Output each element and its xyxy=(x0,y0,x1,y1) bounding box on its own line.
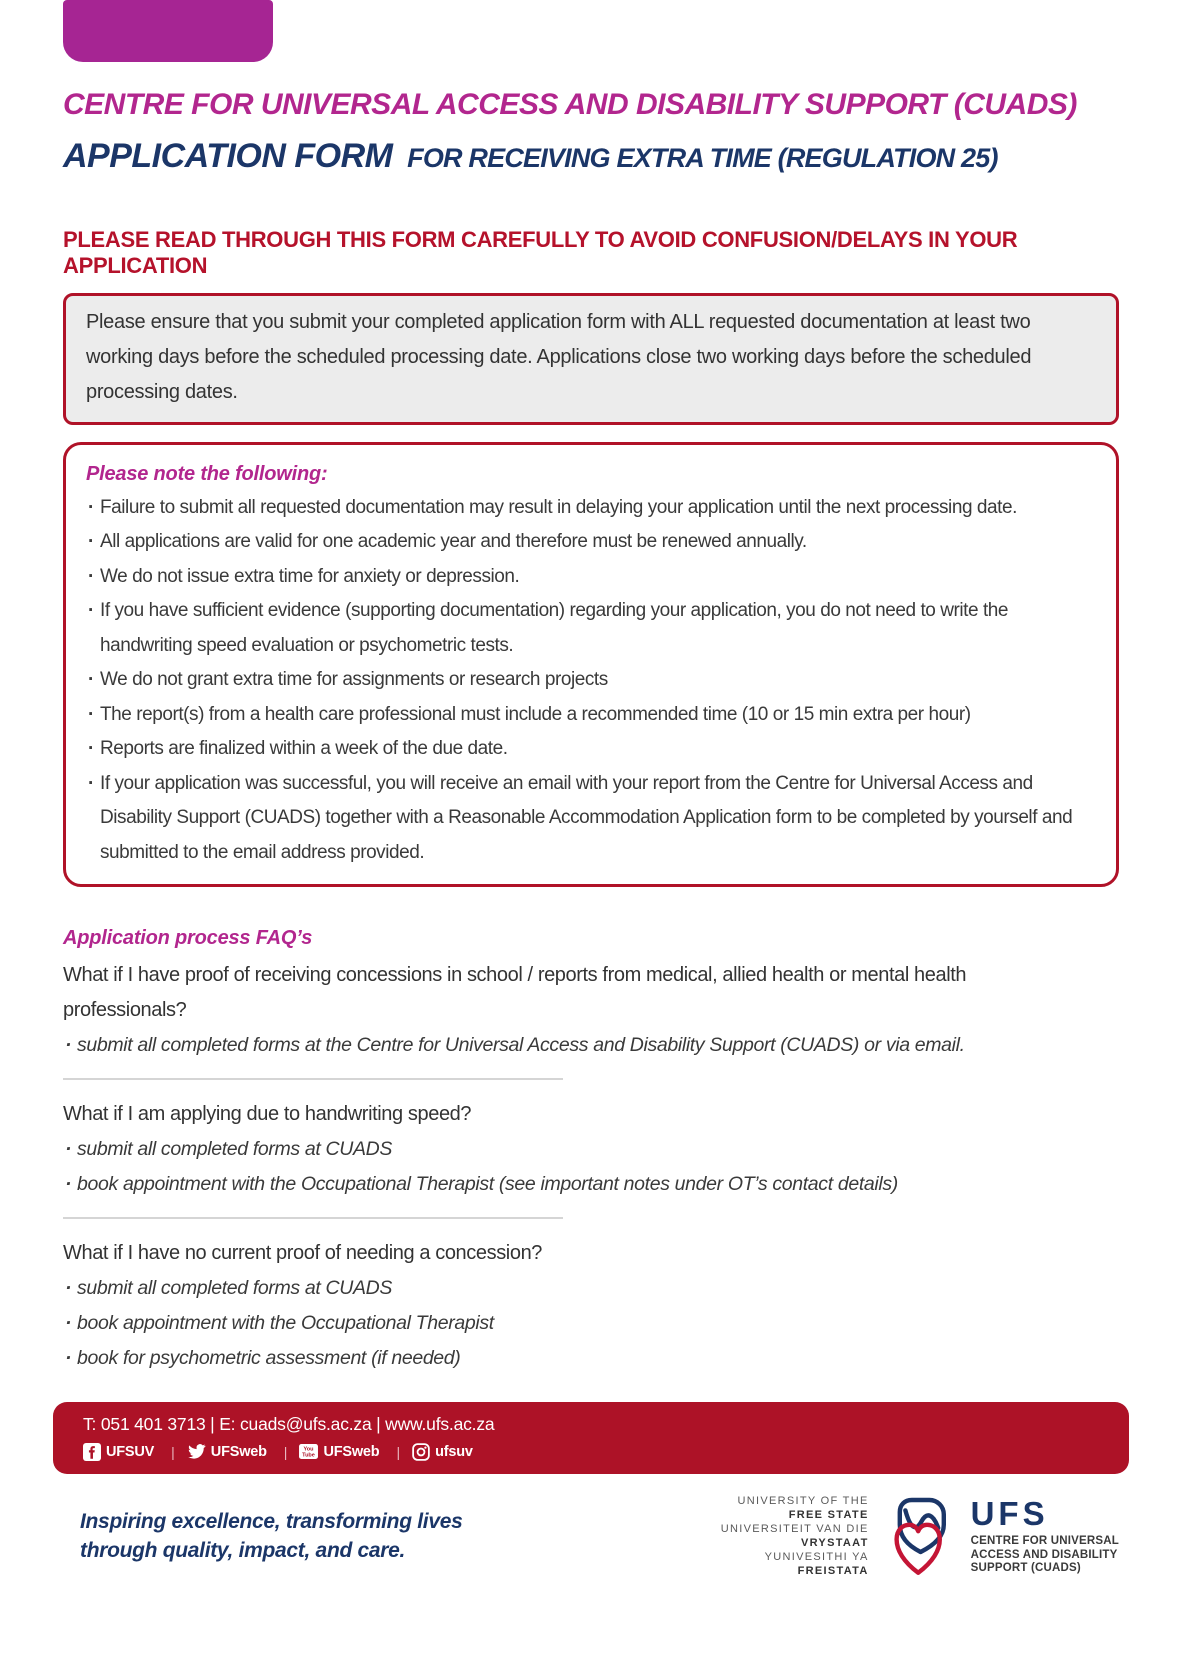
please-note-box xyxy=(63,442,1119,888)
university-name-line: UNIVERSITEIT VAN DIE xyxy=(720,1523,869,1536)
contact-line: T: 051 401 3713 | E: cuads@ufs.ac.za | www.ufs.ac.za xyxy=(83,1414,495,1435)
note-list xyxy=(86,491,1096,871)
brand-unit-line: CENTRE FOR UNIVERSAL xyxy=(970,1535,1119,1548)
social-instagram[interactable] xyxy=(412,1443,478,1461)
faq-divider xyxy=(63,1217,563,1219)
tagline xyxy=(80,1507,462,1565)
masthead xyxy=(63,88,1119,175)
faq-heading: Application process FAQ’s xyxy=(63,927,313,950)
social-label: UFSweb xyxy=(210,1443,267,1460)
note-item: · We do not grant extra time for assignments or research projects xyxy=(86,663,1096,698)
ufs-acronym: UFS xyxy=(970,1495,1049,1533)
note-item: · Reports are finalized within a week of the due date. xyxy=(86,732,1096,767)
faq-section xyxy=(63,927,1119,1376)
faq-answer: · book for psychometric assessment (if needed) xyxy=(63,1341,1119,1376)
page-title: CENTRE FOR UNIVERSAL ACCESS AND DISABILITY SUPPORT (CUADS) xyxy=(63,88,1077,121)
social-row xyxy=(83,1442,1099,1461)
contact-bar xyxy=(53,1402,1129,1474)
bottom-row xyxy=(80,1494,1119,1578)
youtube-icon xyxy=(299,1444,318,1459)
submission-notice-text: Please ensure that you submit your completed application form with ALL requested documentation at least two working days before the scheduled processing date. Applications close two working days before the scheduled processing dates. xyxy=(86,310,1032,403)
social-label: ufsuv xyxy=(435,1443,473,1460)
brand-unit-line: ACCESS AND DISABILITY xyxy=(970,1548,1118,1561)
note-item: · Failure to submit all requested documentation may result in delaying your application until the next processing date. xyxy=(86,491,1096,526)
note-item: · If you have sufficient evidence (supporting documentation) regarding your application, you do not need to write the handwriting speed evaluation or psychometric tests. xyxy=(86,594,1096,663)
faq-answer: · submit all completed forms at CUADS xyxy=(63,1271,1119,1306)
faq-answer: · submit all completed forms at CUADS xyxy=(63,1132,1119,1167)
brand-unit-name xyxy=(971,1535,1119,1576)
faq-answer: · submit all completed forms at the Centre for Universal Access and Disability Support (CUADS) or via email. xyxy=(63,1028,1119,1063)
note-item: · The report(s) from a health care professional must include a recommended time (10 or 15 min extra per hour) xyxy=(86,698,1096,733)
brand-right xyxy=(971,1497,1119,1576)
faq-question: What if I have proof of receiving concessions in school / reports from medical, allied health or mental health professionals? xyxy=(63,964,967,1022)
page-subtitle-strong: APPLICATION FORM xyxy=(63,136,393,175)
faq-item xyxy=(63,958,1119,1063)
ufs-brand-lockup xyxy=(721,1494,1119,1578)
faq-item xyxy=(63,1236,1119,1376)
faq-question: What if I am applying due to handwriting speed? xyxy=(63,1103,472,1126)
university-name-line: UNIVERSITY OF THE xyxy=(737,1495,869,1508)
tagline-line1: Inspiring excellence, transforming lives xyxy=(80,1510,463,1534)
social-youtube[interactable] xyxy=(299,1444,412,1460)
faq-answer: · book appointment with the Occupational Therapist (see important notes under OT’s contact details) xyxy=(63,1167,1119,1202)
university-name-line: FREISTATA xyxy=(797,1565,869,1578)
faq-question: What if I have no current proof of needing a concession? xyxy=(63,1242,543,1265)
corner-tab xyxy=(63,0,273,62)
brand-unit-line: SUPPORT (CUADS) xyxy=(970,1562,1081,1575)
social-facebook[interactable] xyxy=(83,1443,187,1461)
university-names xyxy=(721,1494,869,1578)
university-name-line: YUNIVESITHI YA xyxy=(764,1551,869,1564)
page-subtitle xyxy=(63,138,1119,175)
submission-notice-box xyxy=(63,293,1119,425)
faq-answers xyxy=(63,1271,1119,1376)
page-subtitle-rest: FOR RECEIVING EXTRA TIME (REGULATION 25) xyxy=(407,142,998,173)
social-label: UFSweb xyxy=(323,1443,380,1460)
faq-divider xyxy=(63,1078,563,1080)
note-item: · All applications are valid for one academic year and therefore must be renewed annually. xyxy=(86,525,1096,560)
social-twitter[interactable] xyxy=(187,1442,300,1461)
svg-text:You: You xyxy=(303,1446,314,1453)
facebook-icon xyxy=(83,1443,101,1461)
university-name-line: FREE STATE xyxy=(788,1509,869,1522)
note-item: · If your application was successful, you will receive an email with your report from the Centre for Universal Access and Disability Support (CUADS) together with a Reasonable Accommodation Application form to be completed by yourself and submitted to the email address provided. xyxy=(86,767,1096,871)
note-heading: Please note the following: xyxy=(86,462,328,485)
instagram-icon xyxy=(412,1443,430,1461)
faq-answers xyxy=(63,1132,1119,1202)
svg-text:Tube: Tube xyxy=(302,1453,316,1460)
faq-answer: · book appointment with the Occupational Therapist xyxy=(63,1306,1119,1341)
faq-item xyxy=(63,1097,1119,1202)
twitter-icon xyxy=(187,1442,206,1461)
read-carefully-heading: PLEASE READ THROUGH THIS FORM CAREFULLY TO AVOID CONFUSION/DELAYS IN YOUR APPLICATION xyxy=(63,226,1018,278)
university-name-line: VRYSTAAT xyxy=(800,1537,869,1550)
ufs-logo-mark xyxy=(879,1494,959,1578)
tagline-line2: through quality, impact, and care. xyxy=(80,1539,406,1563)
social-label: UFSUV xyxy=(106,1443,155,1460)
faq-answers xyxy=(63,1028,1119,1063)
note-item: · We do not issue extra time for anxiety or depression. xyxy=(86,560,1096,595)
